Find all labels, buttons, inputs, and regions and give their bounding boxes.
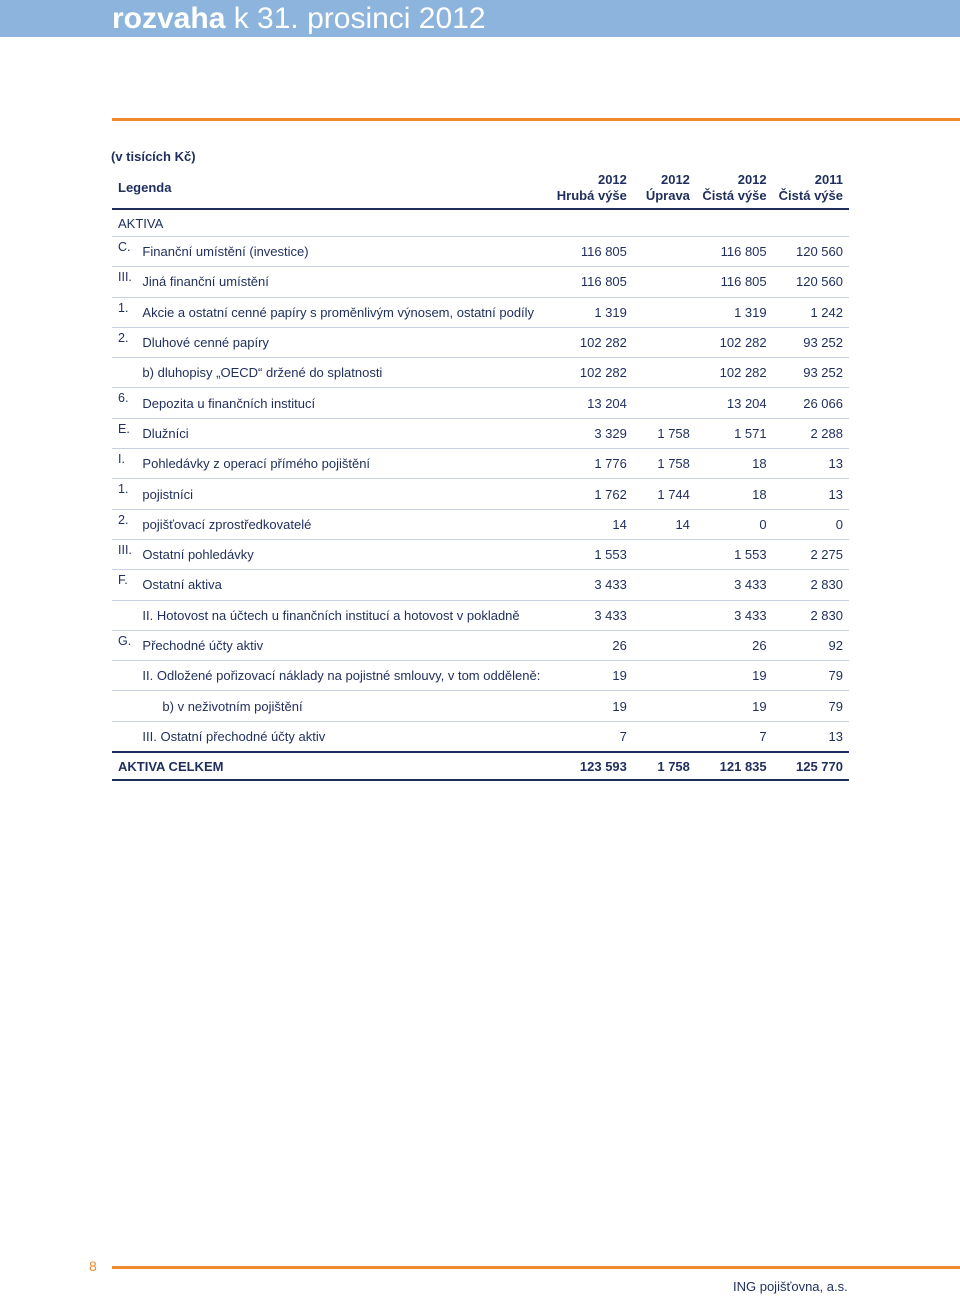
page-number: 8	[89, 1258, 97, 1274]
row-label: Přechodné účty aktiv	[136, 630, 546, 660]
value-net-prev: 13	[773, 449, 849, 479]
value-net-prev: 13	[773, 479, 849, 509]
table-row	[112, 358, 849, 388]
row-code	[112, 721, 136, 752]
table-row	[112, 327, 849, 357]
value-net: 1 553	[696, 539, 773, 569]
value-gross: 1 762	[546, 479, 633, 509]
table-row	[112, 570, 849, 600]
row-code: 6.	[112, 388, 136, 418]
value-net: 7	[696, 721, 773, 752]
total-gross: 123 593	[546, 752, 633, 780]
table-row	[112, 479, 849, 509]
bottom-divider	[112, 1266, 960, 1269]
row-label: Dluhové cenné papíry	[136, 327, 546, 357]
value-adjustment	[633, 691, 696, 721]
table-row	[112, 691, 849, 721]
value-gross: 1 776	[546, 449, 633, 479]
row-code	[112, 600, 136, 630]
table-row	[112, 297, 849, 327]
row-label: III. Ostatní přechodné účty aktiv	[136, 721, 546, 752]
value-net: 26	[696, 630, 773, 660]
value-gross: 102 282	[546, 358, 633, 388]
row-label: Jiná finanční umístění	[136, 267, 546, 297]
value-gross: 19	[546, 661, 633, 691]
total-net: 121 835	[696, 752, 773, 780]
row-code: I.	[112, 449, 136, 479]
row-label: b) v neživotním pojištění	[136, 691, 546, 721]
units-label: (v tisících Kč)	[111, 149, 196, 164]
col-header-gross: 2012 Hrubá výše	[546, 168, 633, 209]
total-row	[112, 752, 849, 780]
value-gross: 116 805	[546, 267, 633, 297]
value-adjustment	[633, 267, 696, 297]
row-label: II. Hotovost na účtech u finančních institucí a hotovost v pokladně	[136, 600, 546, 630]
value-adjustment: 1 758	[633, 449, 696, 479]
table-row	[112, 267, 849, 297]
value-gross: 3 433	[546, 570, 633, 600]
table-header-row	[112, 168, 849, 209]
section-label: AKTIVA	[112, 209, 849, 237]
total-net-prev: 125 770	[773, 752, 849, 780]
row-code: F.	[112, 570, 136, 600]
value-net-prev: 2 830	[773, 600, 849, 630]
table-row	[112, 237, 849, 267]
value-net-prev: 1 242	[773, 297, 849, 327]
value-adjustment	[633, 297, 696, 327]
table-row	[112, 509, 849, 539]
row-label: Ostatní aktiva	[136, 570, 546, 600]
value-adjustment	[633, 388, 696, 418]
row-code: C.	[112, 237, 136, 267]
row-label: Dlužníci	[136, 418, 546, 448]
value-adjustment	[633, 237, 696, 267]
value-net: 102 282	[696, 358, 773, 388]
value-gross: 7	[546, 721, 633, 752]
value-net: 18	[696, 479, 773, 509]
value-adjustment	[633, 327, 696, 357]
row-code: 2.	[112, 327, 136, 357]
section-row	[112, 209, 849, 237]
value-net: 3 433	[696, 600, 773, 630]
value-gross: 26	[546, 630, 633, 660]
value-net: 19	[696, 661, 773, 691]
value-net: 1 571	[696, 418, 773, 448]
value-adjustment: 1 758	[633, 418, 696, 448]
value-gross: 3 433	[546, 600, 633, 630]
row-code: III.	[112, 539, 136, 569]
row-code	[112, 358, 136, 388]
value-net: 13 204	[696, 388, 773, 418]
row-label: b) dluhopisy „OECD“ držené do splatnosti	[136, 358, 546, 388]
value-gross: 3 329	[546, 418, 633, 448]
table-row	[112, 388, 849, 418]
value-net-prev: 0	[773, 509, 849, 539]
value-net: 19	[696, 691, 773, 721]
table-row	[112, 630, 849, 660]
value-adjustment	[633, 570, 696, 600]
value-gross: 13 204	[546, 388, 633, 418]
value-net-prev: 93 252	[773, 327, 849, 357]
value-net-prev: 26 066	[773, 388, 849, 418]
value-gross: 102 282	[546, 327, 633, 357]
table-row	[112, 418, 849, 448]
row-code: III.	[112, 267, 136, 297]
value-net-prev: 2 275	[773, 539, 849, 569]
value-gross: 14	[546, 509, 633, 539]
title-banner	[0, 0, 960, 37]
value-net-prev: 92	[773, 630, 849, 660]
value-net: 102 282	[696, 327, 773, 357]
balance-sheet-table	[112, 168, 849, 781]
value-adjustment	[633, 539, 696, 569]
row-code	[112, 661, 136, 691]
value-net-prev: 2 288	[773, 418, 849, 448]
row-label: Pohledávky z operací přímého pojištění	[136, 449, 546, 479]
row-code: 2.	[112, 509, 136, 539]
col-header-net: 2012 Čistá výše	[696, 168, 773, 209]
value-adjustment: 1 744	[633, 479, 696, 509]
value-adjustment	[633, 661, 696, 691]
company-name: ING pojišťovna, a.s.	[733, 1279, 848, 1294]
value-adjustment: 14	[633, 509, 696, 539]
total-label: AKTIVA CELKEM	[112, 752, 546, 780]
page-title: rozvaha k 31. prosinci 2012	[112, 2, 486, 35]
row-code: E.	[112, 418, 136, 448]
row-label: Depozita u finančních institucí	[136, 388, 546, 418]
value-net-prev: 93 252	[773, 358, 849, 388]
value-net: 18	[696, 449, 773, 479]
value-gross: 1 553	[546, 539, 633, 569]
value-net-prev: 2 830	[773, 570, 849, 600]
value-net: 116 805	[696, 267, 773, 297]
row-label: Akcie a ostatní cenné papíry s proměnlivým výnosem, ostatní podíly	[136, 297, 546, 327]
value-adjustment	[633, 630, 696, 660]
top-divider	[112, 118, 960, 121]
value-net-prev: 13	[773, 721, 849, 752]
row-label: pojistníci	[136, 479, 546, 509]
legend-header: Legenda	[112, 168, 546, 209]
value-net-prev: 120 560	[773, 237, 849, 267]
value-adjustment	[633, 721, 696, 752]
value-net-prev: 79	[773, 691, 849, 721]
row-label: II. Odložené pořizovací náklady na pojistné smlouvy, v tom odděleně:	[136, 661, 546, 691]
table-row	[112, 539, 849, 569]
row-code	[112, 691, 136, 721]
value-net-prev: 79	[773, 661, 849, 691]
value-gross: 1 319	[546, 297, 633, 327]
row-code: G.	[112, 630, 136, 660]
value-adjustment	[633, 600, 696, 630]
table-row	[112, 600, 849, 630]
row-code: 1.	[112, 479, 136, 509]
table-row	[112, 661, 849, 691]
value-gross: 19	[546, 691, 633, 721]
table-row	[112, 449, 849, 479]
row-label: Finanční umístění (investice)	[136, 237, 546, 267]
row-code: 1.	[112, 297, 136, 327]
value-net: 0	[696, 509, 773, 539]
total-adjustment: 1 758	[633, 752, 696, 780]
table-row	[112, 721, 849, 752]
col-header-net-prev: 2011 Čistá výše	[773, 168, 849, 209]
value-net: 116 805	[696, 237, 773, 267]
value-net-prev: 120 560	[773, 267, 849, 297]
value-net: 1 319	[696, 297, 773, 327]
value-adjustment	[633, 358, 696, 388]
value-gross: 116 805	[546, 237, 633, 267]
row-label: Ostatní pohledávky	[136, 539, 546, 569]
value-net: 3 433	[696, 570, 773, 600]
col-header-adjustment: 2012 Úprava	[633, 168, 696, 209]
row-label: pojišťovací zprostředkovatelé	[136, 509, 546, 539]
